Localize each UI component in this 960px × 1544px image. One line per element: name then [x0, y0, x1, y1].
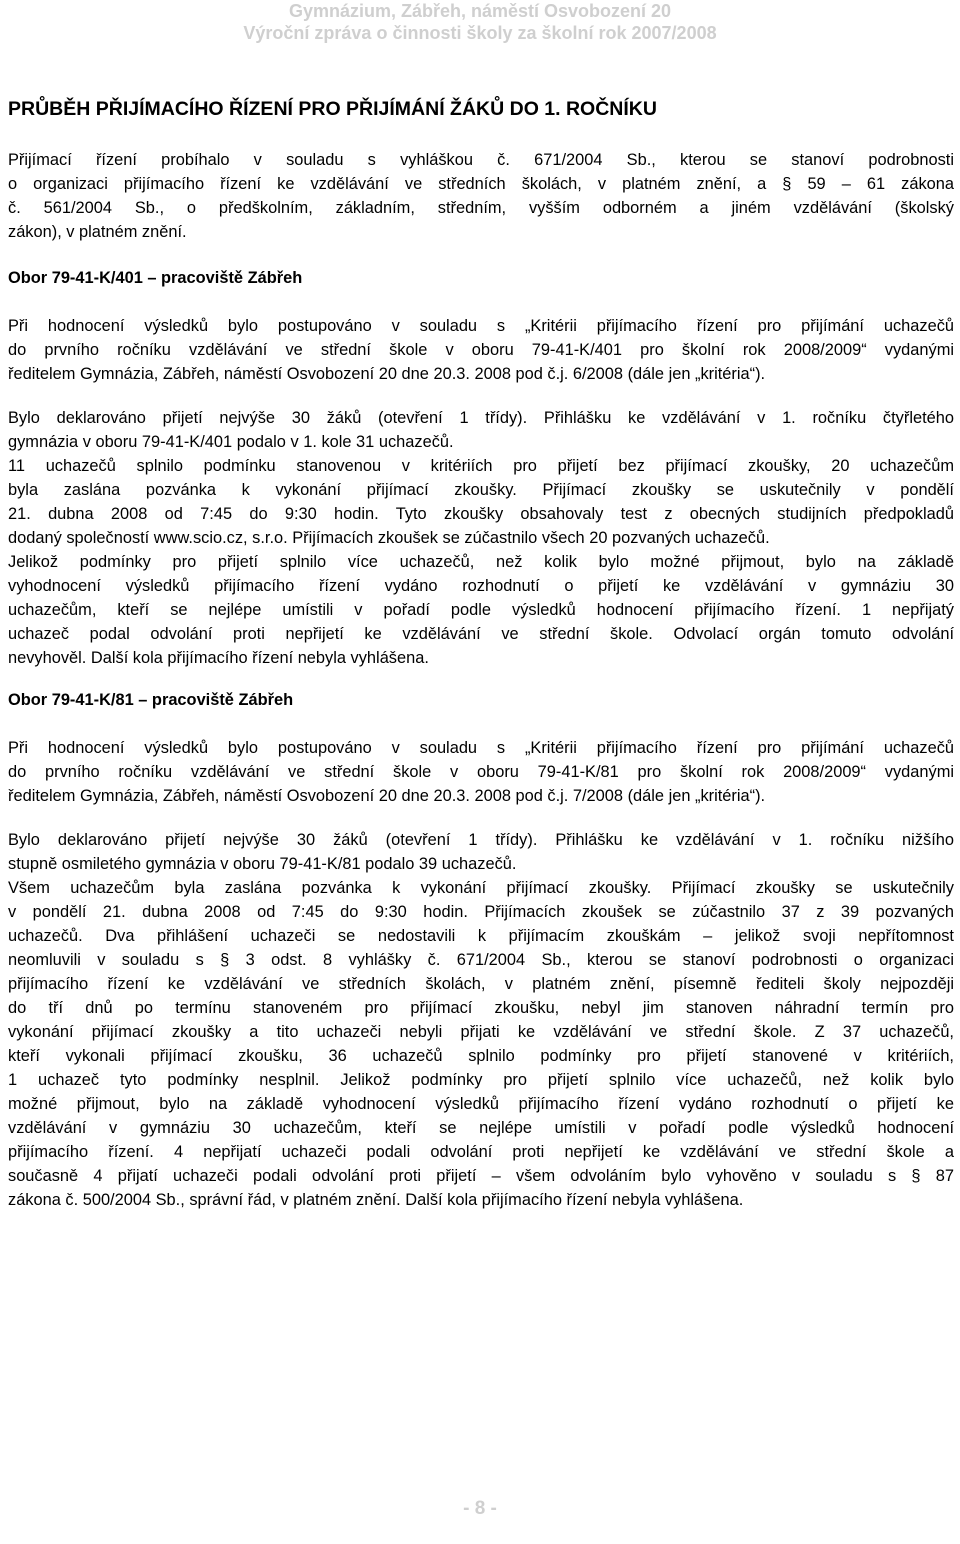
intro-line: zákon), v platném znění. — [8, 223, 187, 241]
header-report-title: Výroční zpráva o činnosti školy za školní rok 2007/2008 — [243, 23, 717, 43]
section2-p2-line: uchazečů. Dva přihlášení uchazeči se nedostavili k přijímacím zkouškám – jelikož svoji nepřítomnost — [8, 927, 954, 945]
intro-line: Přijímací řízení probíhalo v souladu s vyhláškou č. 671/2004 Sb., kterou se stanoví podrobnosti — [8, 151, 954, 169]
section2-p2-line: současně 4 přijatí uchazeči podali odvolání proti přijetí – všem odvoláním bylo vyhověno v souladu s § 87 — [8, 1167, 954, 1185]
section1-p1-line: do prvního ročníku vzdělávání ve střední škole v oboru 79-41-K/401 pro školní rok 2008/2009“ vydanými — [8, 341, 954, 359]
section1-paragraph-2 — [8, 406, 954, 670]
header-school-name: Gymnázium, Zábřeh, náměstí Osvobození 20 — [288, 1, 672, 21]
section2-p1-line: ředitelem Gymnázia, Zábřeh, náměstí Osvobození 20 dne 20.3. 2008 pod č.j. 7/2008 (dále jen „kritéria“). — [8, 787, 766, 805]
section2-p2-line: možné přijmout, bylo na základě vyhodnocení výsledků přijímacího řízení vydáno rozhodnutí o přijetí ke — [8, 1095, 954, 1113]
section2-p2-line: v pondělí 21. dubna 2008 od 7:45 do 9:30 hodin. Přijímacích zkoušek se zúčastnilo 37 z 39 pozvaných — [8, 903, 954, 921]
section2-p2-line: přijímacího řízení. 4 nepřijatí uchazeči podali odvolání proti nepřijetí ke vzdělávání ve střední škole a — [8, 1143, 954, 1161]
section2-p2-line: vykonání přijímací zkoušky a tito uchazeči nebyli přijati ke vzdělávání ve střední škole. Z 37 uchazečů, — [8, 1023, 954, 1041]
page-title: PRŮBĚH PŘIJÍMACÍHO ŘÍZENÍ PRO PŘIJÍMÁNÍ ŽÁKŮ DO 1. ROČNÍKU — [8, 98, 657, 120]
section1-heading: Obor 79-41-K/401 – pracoviště Zábřeh — [8, 269, 303, 287]
section1-p2-line: gymnázia v oboru 79-41-K/401 podalo v 1. kole 31 uchazečů. — [8, 433, 454, 451]
intro-line: o organizaci přijímacího řízení ke vzdělávání ve středních školách, v platném znění, a § 59 – 61 zákona — [8, 175, 954, 193]
section1-p2-line: dodaný společností www.scio.cz, s.r.o. Přijímacích zkoušek se zúčastnilo všech 20 pozvaných uchazečů. — [8, 529, 770, 547]
section2-p2-line: kteří vykonali přijímací zkoušku, 36 uchazečů splnilo podmínky pro přijetí stanovené v kritériích, — [8, 1047, 954, 1065]
section2-p2-line: neomluvili v souladu s § 3 odst. 8 vyhlášky č. 671/2004 Sb., kterou se stanoví podrobnosti o organizaci — [8, 951, 954, 969]
section1-p1-line: ředitelem Gymnázia, Zábřeh, náměstí Osvobození 20 dne 20.3. 2008 pod č.j. 6/2008 (dále jen „kritéria“). — [8, 365, 766, 383]
section2-p2-line: do tří dnů po termínu stanoveném pro přijímací zkoušku, nebyl jim stanoven náhradní termín pro — [8, 999, 954, 1017]
section2-heading: Obor 79-41-K/81 – pracoviště Zábřeh — [8, 691, 294, 709]
section1-p2-line: 21. dubna 2008 od 7:45 do 9:30 hodin. Tyto zkoušky obsahovaly test z obecných studijních předpokladů — [8, 505, 954, 523]
section2-p2-line: přijímacího řízení ke vzdělávání ve středních školách, v platném znění, písemně řediteli školy nejpozději — [8, 975, 954, 993]
section1-p2-line: byla zaslána pozvánka k vykonání přijímací zkoušky. Přijímací zkoušky se uskutečnily v pondělí — [8, 481, 954, 499]
section2-p2-line: stupně osmiletého gymnázia v oboru 79-41-K/81 podalo 39 uchazečů. — [8, 855, 517, 873]
intro-paragraph — [8, 148, 954, 244]
section2-p2-line: zákona č. 500/2004 Sb., správní řád, v platném znění. Další kola přijímacího řízení nebyla vyhlášena. — [8, 1191, 744, 1209]
section1-p2-line: Bylo deklarováno přijetí nejvýše 30 žáků (otevření 1 třídy). Přihlášku ke vzdělávání v 1. ročníku čtyřletého — [8, 409, 954, 427]
section2-paragraph-1 — [8, 736, 954, 808]
section1-paragraph-1 — [8, 314, 954, 386]
section2-p2-line: Všem uchazečům byla zaslána pozvánka k vykonání přijímací zkoušky. Přijímací zkoušky se uskutečnily — [8, 879, 954, 897]
intro-line: č. 561/2004 Sb., o předškolním, základním, středním, vyšším odborném a jiném vzdělávání (školský — [8, 199, 954, 217]
section1-p2-line: vyhodnocení výsledků přijímacího řízení vydáno rozhodnutí o přijetí ke vzdělávání v gymnáziu 30 — [8, 577, 954, 595]
section2-p1-line: do prvního ročníku vzdělávání ve střední škole v oboru 79-41-K/81 pro školní rok 2008/2009“ vydanými — [8, 763, 954, 781]
section1-p2-line: uchazeč podal odvolání proti nepřijetí ke vzdělávání ve střední škole. Odvolací orgán tomuto odvolání — [8, 625, 954, 643]
section2-paragraph-2 — [8, 828, 954, 1212]
section1-p2-line: nevyhověl. Další kola přijímacího řízení nebyla vyhlášena. — [8, 649, 429, 667]
section2-p1-line: Při hodnocení výsledků bylo postupováno v souladu s „Kritérii přijímacího řízení pro přijímání uchazečů — [8, 739, 954, 757]
section2-p2-line: 1 uchazeč tyto podmínky nesplnil. Jelikož podmínky pro přijetí splnilo více uchazečů, než kolik bylo — [8, 1071, 954, 1089]
section2-p2-line: Bylo deklarováno přijetí nejvýše 30 žáků (otevření 1 třídy). Přihlášku ke vzdělávání v 1. ročníku nižšího — [8, 831, 954, 849]
section1-p2-line: uchazečům, kteří se nejlépe umístili v pořadí podle výsledků hodnocení přijímacího řízení. 1 nepřijatý — [8, 601, 954, 619]
section1-p2-line: Jelikož podmínky pro přijetí splnilo více uchazečů, než kolik bylo možné přijmout, bylo na základě — [8, 553, 954, 571]
page-number: - 8 - — [463, 1498, 497, 1519]
section1-p1-line: Při hodnocení výsledků bylo postupováno v souladu s „Kritérii přijímacího řízení pro přijímání uchazečů — [8, 317, 954, 335]
section2-p2-line: vzdělávání v gymnáziu 30 uchazečům, kteří se nejlépe umístili v pořadí podle výsledků hodnocení — [8, 1119, 954, 1137]
section1-p2-line: 11 uchazečů splnilo podmínku stanovenou v kritériích pro přijetí bez přijímací zkoušky, 20 uchazečům — [8, 457, 954, 475]
